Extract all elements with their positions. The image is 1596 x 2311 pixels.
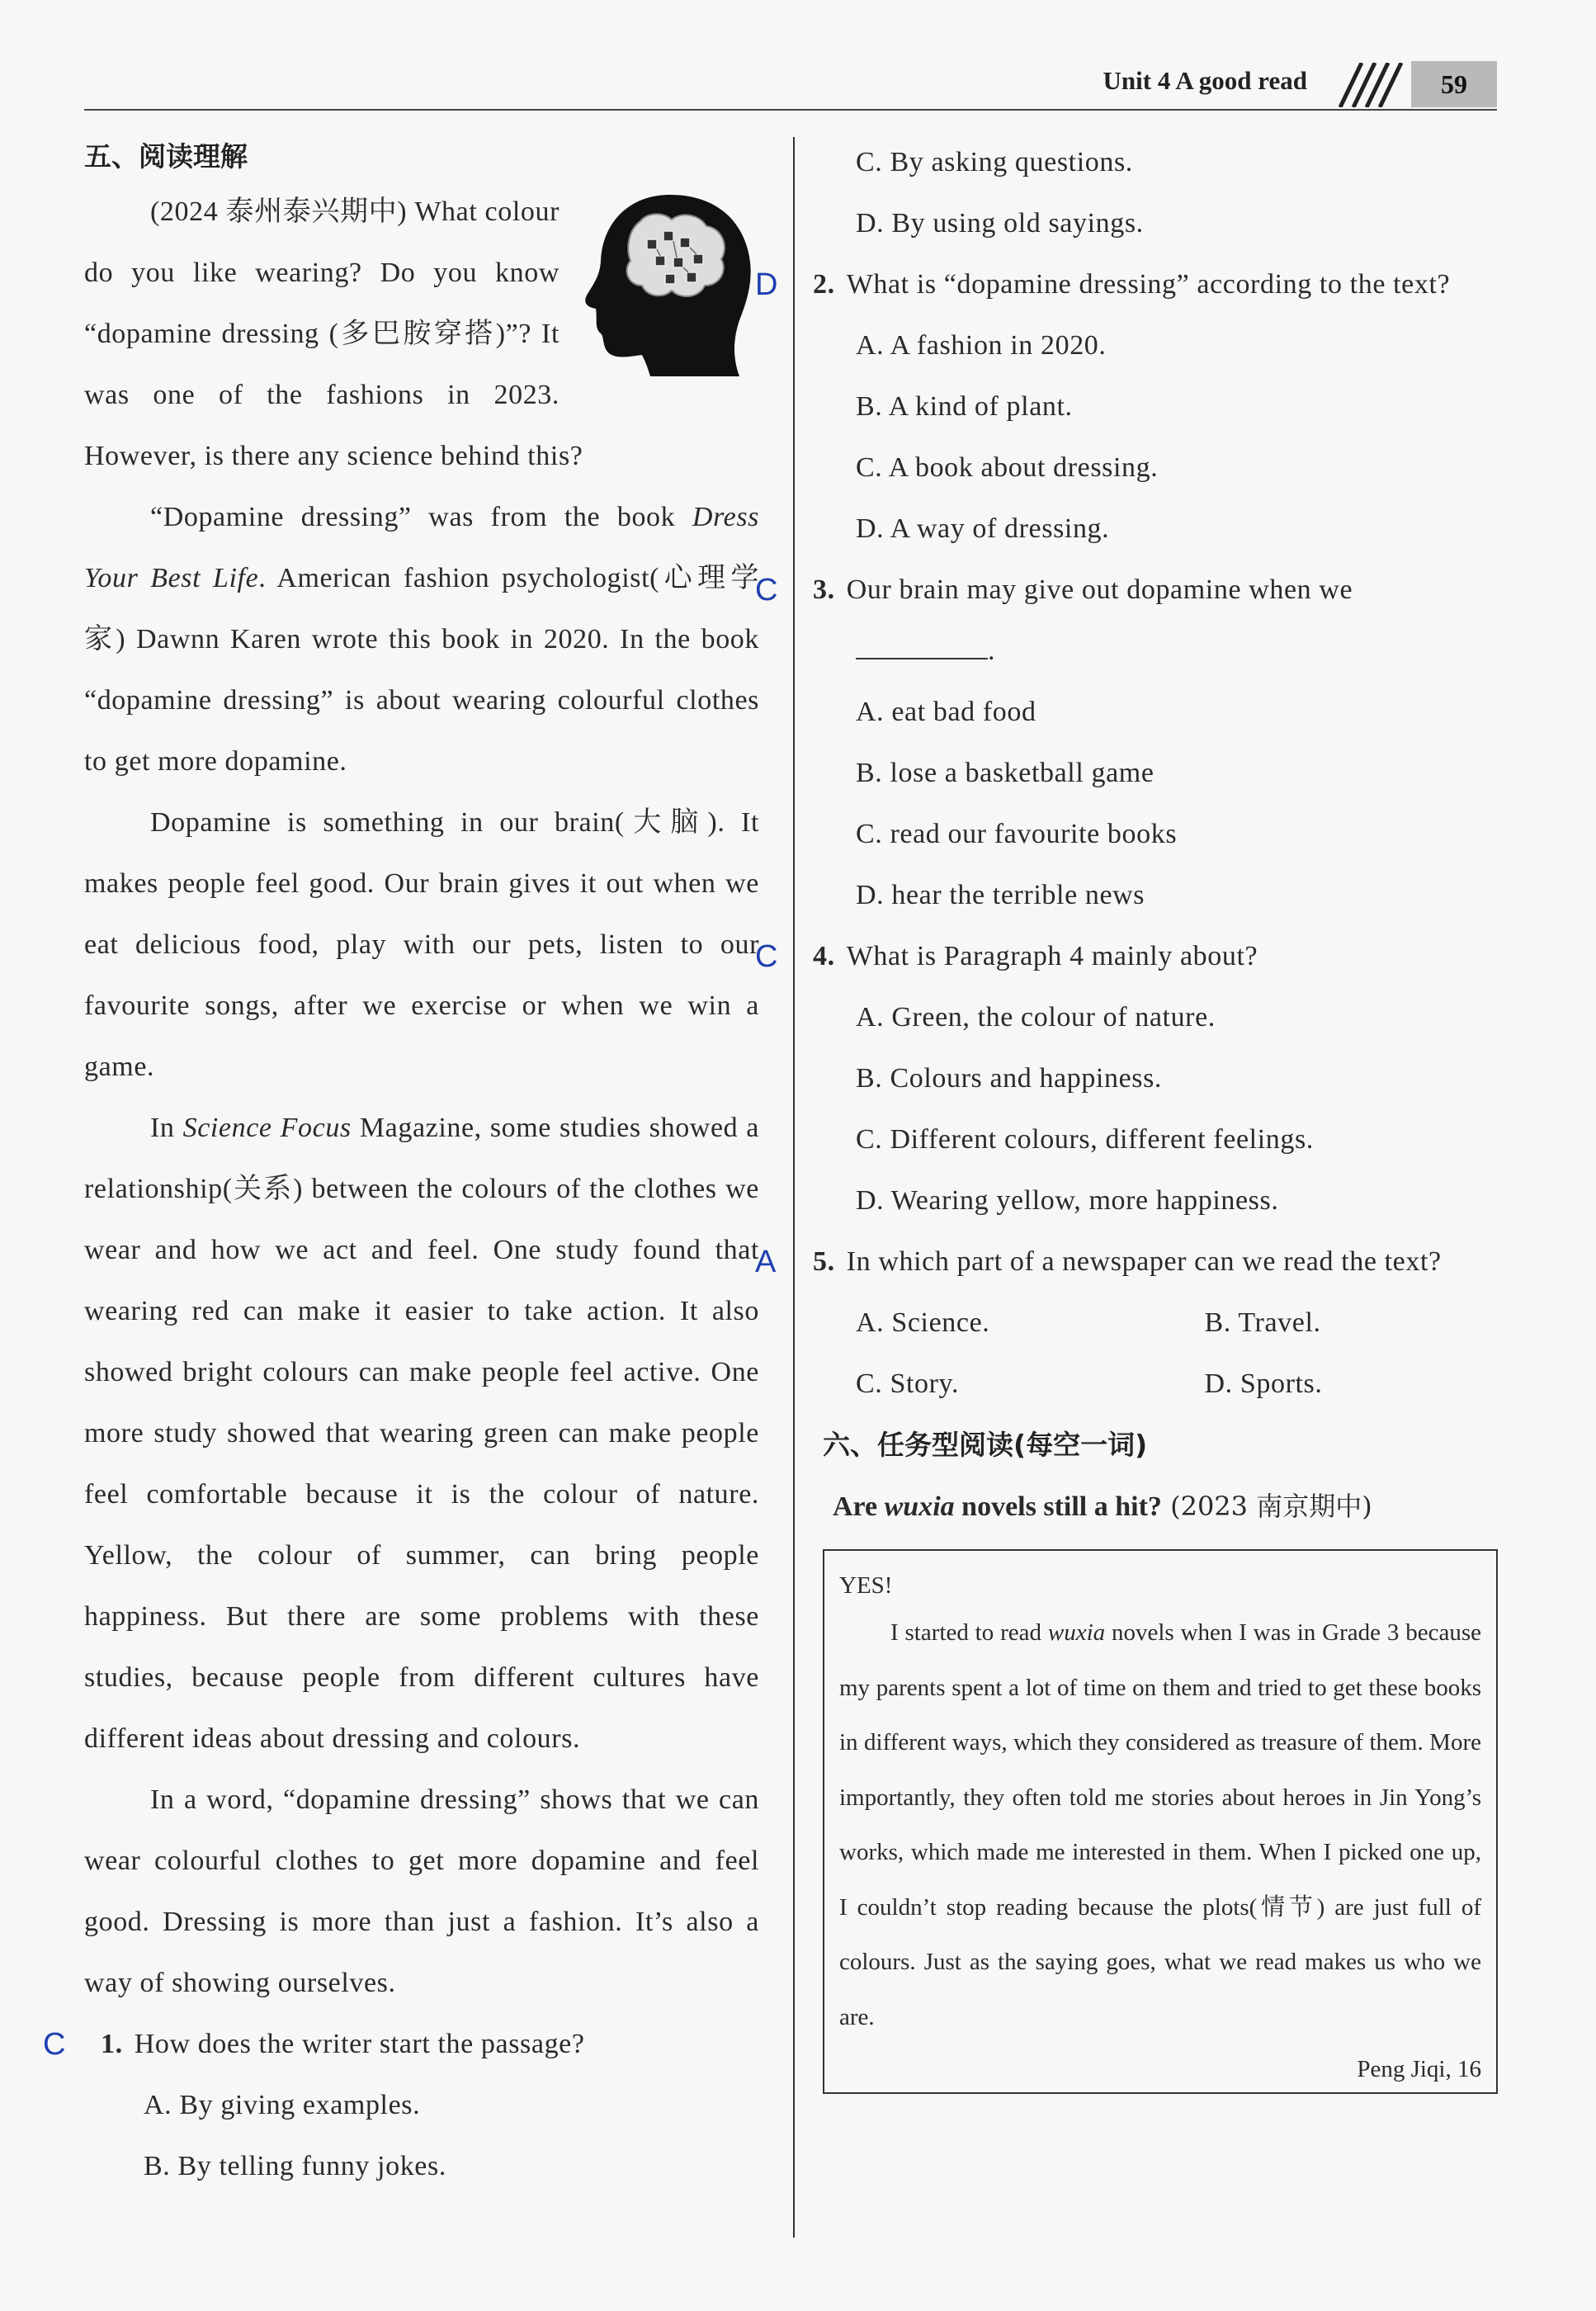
question-5-answer: A (755, 1245, 777, 1279)
question-5-options-row-2 (813, 1354, 1510, 1415)
section-6-title-c: novels still a hit? (954, 1491, 1162, 1522)
question-5-stem (813, 1231, 1510, 1293)
question-3-option-b: B. lose a basketball game (856, 758, 1155, 788)
question-3-option-a: A. eat bad food (856, 697, 1036, 727)
question-3-number: 3. (813, 574, 835, 605)
left-column (43, 132, 759, 2197)
paragraph-1 (84, 182, 759, 487)
right-column (755, 132, 1510, 2094)
question-5-option-a: A. Science. (856, 1307, 990, 1338)
question-1-text: How does the writer start the passage? (134, 2029, 585, 2059)
question-2-option-d: D. A way of dressing. (856, 513, 1110, 544)
question-4-option-c: C. Different colours, different feelings. (856, 1124, 1314, 1155)
paragraph-5: In a word, “dopamine dressing” shows that we can wear colourful clothes to get more dopamine and feel good. Dressing is more than just a fashion. It’s also a way of showing ourselves. (84, 1784, 759, 1998)
header-rule (84, 109, 1497, 111)
question-2-option-b: B. A kind of plant. (856, 391, 1073, 422)
question-4-option-b: B. Colours and happiness. (856, 1063, 1163, 1094)
section-6-source: (2023 南京期中) (1161, 1491, 1372, 1522)
box-body-c: novels when I was in Grade 3 because my parents spent a lot of time on them and tried to get these books in different ways, which they considered as treasure of them. More importantly, they often told me stories about heroes in Jin Yong’s works, which made me interested in them. When I picked one up, I couldn’t stop reading because the plots(情节) are just full of colours. Just as the saying goes, what we read makes us who we are. (839, 1619, 1481, 2030)
question-5 (755, 1231, 1510, 1293)
header-stripes-decoration (1329, 63, 1408, 107)
paragraph-1-text: (2024 泰州泰兴期中) What colour do you like wearing? Do you know “dopamine dressing (多巴胺穿搭)”? It was one of the fashions in 2023. However, is there any science behind this? (84, 196, 583, 471)
question-1-option-d: D. By using old sayings. (856, 208, 1144, 239)
answer-blank (856, 633, 988, 659)
question-3 (755, 560, 1510, 682)
section-6-title-a: Are (833, 1491, 885, 1522)
question-2-stem (813, 254, 1510, 315)
book-title: Dress Your Best Life (84, 502, 759, 593)
page-header (84, 61, 1497, 111)
box-signature: Peng Jiqi, 16 (1357, 2056, 1481, 2082)
box-body (839, 1605, 1481, 2044)
question-4-text: What is Paragraph 4 mainly about? (846, 941, 1258, 971)
question-2-option-c: C. A book about dressing. (856, 452, 1159, 483)
question-5-option-b: B. Travel. (1204, 1307, 1321, 1338)
question-5-option-d: D. Sports. (1204, 1368, 1323, 1399)
question-2-answer: D (755, 267, 779, 302)
magazine-title: Science Focus (182, 1113, 352, 1143)
question-1-answer: C (43, 2027, 67, 2062)
question-2-text: What is “dopamine dressing” according to the text? (846, 269, 1451, 300)
section-6-title-italic: wuxia (884, 1491, 955, 1522)
question-3-stem: 3. Our brain may give out dopamine when we . (813, 574, 1353, 666)
question-1 (43, 2014, 759, 2075)
section-6-title (833, 1476, 1510, 1538)
question-5-options-row-1 (813, 1293, 1510, 1354)
question-2 (755, 254, 1510, 315)
paragraph-2-text-a: “Dopamine dressing” was from the book (150, 502, 692, 532)
question-1-stem (101, 2014, 759, 2075)
question-4-option-d: D. Wearing yellow, more happiness. (856, 1185, 1279, 1216)
head-silhouette-image (571, 188, 759, 376)
question-3-option-c: C. read our favourite books (856, 819, 1178, 849)
question-2-option-a: A. A fashion in 2020. (856, 330, 1107, 361)
section-6-heading: 六、任务型阅读(每空一词) (823, 1429, 1148, 1461)
question-4-stem (813, 926, 1510, 987)
question-3-answer: C (755, 573, 779, 607)
question-1-number: 1. (101, 2029, 123, 2059)
box-heading: YES! (839, 1572, 893, 1599)
box-body-a: I started to read (890, 1619, 1048, 1646)
section-5-heading: 五、阅读理解 (84, 140, 248, 172)
question-1-option-c: C. By asking questions. (856, 147, 1133, 177)
question-1-option-b: B. By telling funny jokes. (144, 2151, 446, 2181)
paragraph-2 (84, 487, 759, 792)
reading-text-box (823, 1549, 1498, 2094)
paragraph-4-text-c: Magazine, some studies showed a relationship(关系) between the colours of the clothes we wear and how we act and feel. One study found that wearing red can make it easier to take action. It also showed bright colours can make people feel active. One more study showed that wearing green can make people feel comfortable because it is the colour of nature. Yellow, the colour of summer, can bring people happiness. But there are some problems with these studies, because people from different cultures have different ideas about dressing and colours. (84, 1113, 759, 1754)
question-5-number: 5. (813, 1246, 835, 1277)
page-number: 59 (1411, 61, 1497, 107)
question-3-option-d: D. hear the terrible news (856, 880, 1145, 910)
question-4-number: 4. (813, 941, 835, 971)
question-5-option-c: C. Story. (856, 1368, 960, 1399)
unit-title: Unit 4 A good read (1103, 66, 1307, 95)
question-4 (755, 926, 1510, 987)
column-divider (793, 137, 795, 2238)
paragraph-4 (84, 1098, 759, 1770)
paragraph-2-text-c: . American fashion psychologist(心理学家) Dawnn Karen wrote this book in 2020. In the book “dopamine dressing” is about wearing colourful clothes to get more dopamine. (84, 563, 759, 777)
question-3-text: Our brain may give out dopamine when we (846, 574, 1353, 605)
question-4-option-a: A. Green, the colour of nature. (856, 1002, 1216, 1033)
question-5-text: In which part of a newspaper can we read the text? (846, 1246, 1442, 1277)
paragraph-4-text-a: In (150, 1113, 183, 1143)
box-body-italic: wuxia (1047, 1619, 1106, 1646)
question-1-option-a: A. By giving examples. (144, 2090, 421, 2120)
paragraph-3: Dopamine is something in our brain(大脑). It makes people feel good. Our brain gives it out when we eat delicious food, play with our pets, listen to our favourite songs, after we exercise or when we win a game. (84, 807, 759, 1082)
question-4-answer: C (755, 939, 779, 974)
question-2-number: 2. (813, 269, 835, 300)
